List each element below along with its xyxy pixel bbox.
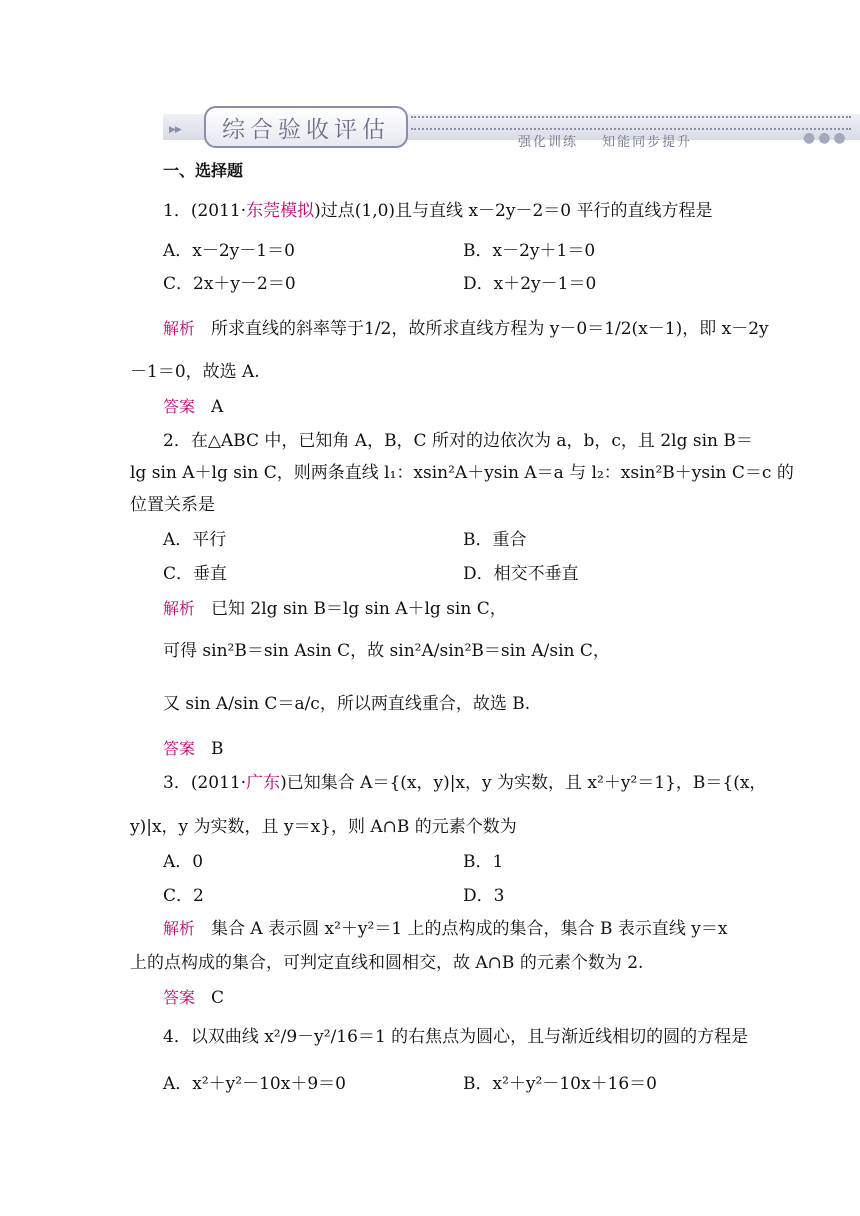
text-line	[130, 952, 643, 974]
text-line	[463, 273, 596, 295]
solution-line	[163, 987, 224, 1009]
keyword-label: 答案	[163, 739, 196, 758]
line-text: 集合 A 表示圆 x²＋y²＝1 上的点构成的集合，集合 B 表示直线 y＝x	[211, 919, 728, 939]
banner-title: 综合验收评估	[204, 106, 408, 148]
double-arrow-icon: ▶▶	[169, 125, 181, 135]
text-line	[163, 640, 610, 662]
line-text: 3．(2011·广东)已知集合 A＝{(x，y)|x，y 为实数，且 x²＋y²＝1}，B＝{(x，	[163, 773, 767, 793]
line-text: B．x－2y＋1＝0	[463, 241, 596, 261]
line-text: B．1	[463, 852, 504, 872]
keyword-label: 解析	[163, 919, 196, 938]
line-text: C	[211, 988, 225, 1008]
line-text: A．x－2y－1＝0	[163, 241, 295, 261]
line-text: C．垂直	[163, 564, 228, 584]
line-text: C．2	[163, 886, 204, 906]
banner-subtitle: 强化训练 知能同步提升	[518, 135, 693, 150]
line-text: －1＝0，故选 A.	[130, 362, 260, 382]
line-text: B	[211, 739, 224, 759]
banner-dotted-rule	[411, 116, 851, 130]
text-line	[130, 462, 794, 484]
line-text: y)|x，y 为实数，且 y＝x}，则 A∩B 的元素个数为	[130, 817, 517, 837]
line-text: A	[211, 397, 224, 417]
text-line	[463, 885, 504, 907]
text-line	[163, 430, 753, 452]
text-line	[163, 693, 530, 715]
text-line	[163, 529, 226, 551]
line-text: 可得 sin²B＝sin Asin C，故 sin²A/sin²B＝sin A/sin C，	[163, 641, 610, 661]
line-text: 已知 2lg sin B＝lg sin A＋lg sin C，	[211, 599, 507, 619]
dots-icon: ●●●	[803, 130, 849, 146]
text-line	[163, 273, 296, 295]
text-line	[163, 1026, 748, 1048]
text-line	[163, 563, 227, 585]
line-text: lg sin A＋lg sin C，则两条直线 l₁：xsin²A＋ysin A＝a 与 l₂：xsin²B＋ysin C＝c 的	[130, 463, 794, 483]
solution-line	[163, 918, 727, 940]
section-banner	[163, 104, 860, 150]
solution-line	[163, 598, 507, 620]
text-line	[163, 772, 766, 794]
line-text: D．3	[463, 886, 505, 906]
line-text: 1．(2011·东莞模拟)过点(1,0)且与直线 x－2y－2＝0 平行的直线方程是	[163, 201, 713, 221]
text-line	[130, 494, 215, 516]
line-text: D．相交不垂直	[463, 564, 579, 584]
text-line	[163, 200, 713, 222]
text-line	[130, 361, 260, 383]
solution-line	[163, 738, 224, 760]
text-line	[463, 529, 527, 551]
line-text: 4．以双曲线 x²/9－y²/16＝1 的右焦点为圆心，且与渐近线相切的圆的方程是	[163, 1027, 749, 1047]
line-text: B．重合	[463, 530, 527, 550]
text-line	[163, 885, 204, 907]
text-line	[463, 563, 579, 585]
solution-line	[163, 318, 769, 340]
solution-line	[163, 396, 223, 418]
line-text: 位置关系是	[130, 495, 215, 515]
line-text: 一、选择题	[163, 161, 244, 180]
line-text: 2．在△ABC 中，已知角 A，B，C 所对的边依次为 a，b，c，且 2lg sin B＝	[163, 431, 753, 451]
text-line	[463, 240, 595, 262]
line-text: A．0	[163, 852, 204, 872]
text-line	[130, 816, 517, 838]
keyword-label: 解析	[163, 599, 196, 618]
line-text: 所求直线的斜率等于1/2，故所求直线方程为 y－0＝1/2(x－1)，即 x－2y	[211, 319, 769, 339]
keyword-label: 解析	[163, 319, 196, 338]
line-text: C．2x＋y－2＝0	[163, 274, 296, 294]
keyword-label: 答案	[163, 988, 196, 1007]
line-text: B．x²＋y²－10x＋16＝0	[463, 1074, 657, 1094]
keyword-label: 答案	[163, 397, 196, 416]
line-text: A．平行	[163, 530, 227, 550]
text-line	[463, 1073, 657, 1095]
text-line	[163, 1073, 346, 1095]
line-text: A．x²＋y²－10x＋9＝0	[163, 1074, 346, 1094]
line-text: 上的点构成的集合，可判定直线和圆相交，故 A∩B 的元素个数为 2.	[130, 953, 644, 973]
text-line	[163, 851, 203, 873]
section-heading	[163, 160, 243, 182]
line-text: D．x＋2y－1＝0	[463, 274, 597, 294]
line-text: 又 sin A/sin C＝a/c，所以两直线重合，故选 B.	[163, 694, 531, 714]
text-line	[163, 240, 295, 262]
text-line	[463, 851, 503, 873]
